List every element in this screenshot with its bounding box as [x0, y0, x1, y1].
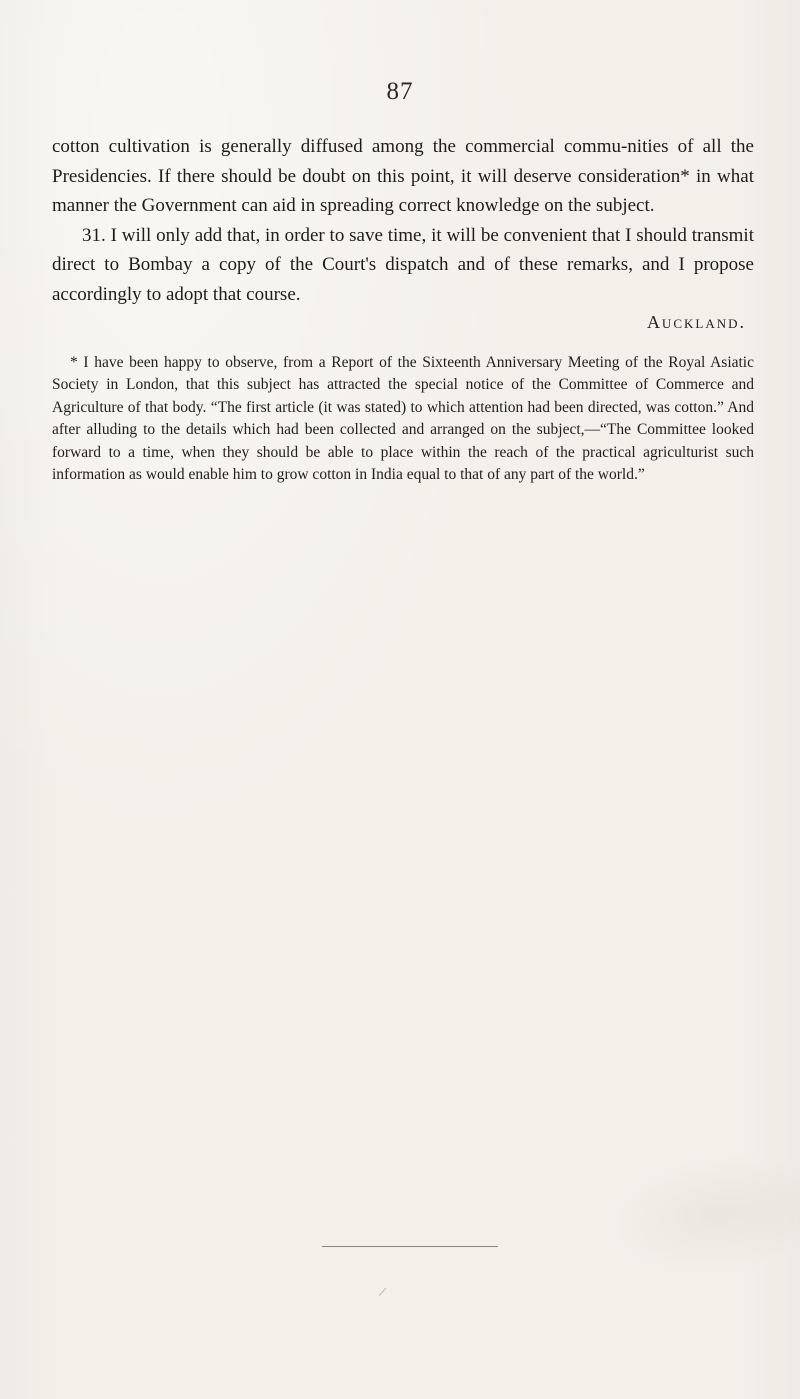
- page-number: 87: [386, 78, 414, 105]
- main-paragraph-1: cotton cultivation is generally diffused among the commercial commu-nities of all the Presidencies. If there should be doubt on this point, it will deserve consideration* in what manner the Government can aid in spreading correct knowledge on the subject.: [52, 136, 754, 216]
- main-text: [52, 132, 754, 309]
- footnote-text: * I have been happy to observe, from a Report of the Sixteenth Anniversary Meeting of the Royal Asiatic Society in London, that this subject has attracted the special notice of the Committee of Commerce and Agriculture of that body. “The first article (it was stated) to which attention had been directed, was cotton.” And after alluding to the details which had been collected and arranged on the subject,—“The Committee looked forward to a time, when they should be able to place within the reach of the practical agriculturist such information as would enable him to grow cotton in India equal to that of any part of the world.”: [52, 354, 754, 484]
- small-ink-mark: [379, 1288, 394, 1303]
- footnote: [52, 352, 754, 486]
- paper-smudge: [603, 1140, 800, 1289]
- bottom-rule: [322, 1246, 498, 1247]
- main-paragraph-2: 31. I will only add that, in order to save time, it will be convenient that I should transmit direct to Bombay a copy of the Court's dispatch and of these remarks, and I propose accordingly to adopt that course.: [52, 224, 754, 305]
- signature: Auckland.: [646, 312, 746, 332]
